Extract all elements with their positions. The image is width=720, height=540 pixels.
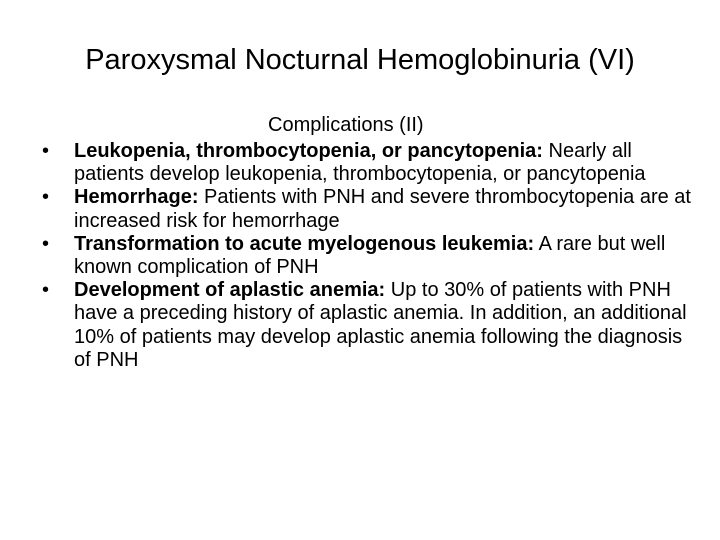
bullet-description: Patients with PNH and severe thrombocytopenia are at increased risk for hemorrhage (74, 186, 691, 232)
bullet-term: Transformation to acute myelogenous leukemia: (74, 232, 535, 255)
slide-title: Paroxysmal Nocturnal Hemoglobinuria (VI) (85, 44, 635, 76)
bullet-description: Up to 30% of patients with PNH have a preceding history of aplastic anemia. In addition, an additional 10% of patients may develop aplastic anemia following the diagnosis of PNH (74, 279, 687, 371)
bullet-item (42, 186, 702, 232)
bullet-text (74, 140, 646, 185)
bullet-dot-icon: • (42, 140, 50, 162)
bullet-item (42, 279, 702, 372)
bullet-dot-icon: • (42, 279, 50, 302)
bullet-term: Hemorrhage: (74, 186, 199, 209)
bullet-item (42, 233, 702, 279)
bullet-description: Nearly all patients develop leukopenia, thrombocytopenia, or pancytopenia (74, 140, 646, 186)
bullet-dot-icon: • (42, 232, 50, 255)
slide-subtitle: Complications (II) (268, 114, 424, 136)
bullet-text (74, 279, 687, 371)
bullet-text (74, 233, 665, 278)
bullet-list (42, 140, 702, 372)
bullet-dot-icon: • (42, 186, 50, 209)
bullet-term: Development of aplastic anemia: (74, 279, 386, 302)
bullet-description: A rare but well known complication of PNH (74, 232, 666, 279)
bullet-item (42, 140, 702, 186)
bullet-term: Leukopenia, thrombocytopenia, or pancytopenia: (74, 140, 543, 162)
bullet-text (74, 186, 691, 231)
